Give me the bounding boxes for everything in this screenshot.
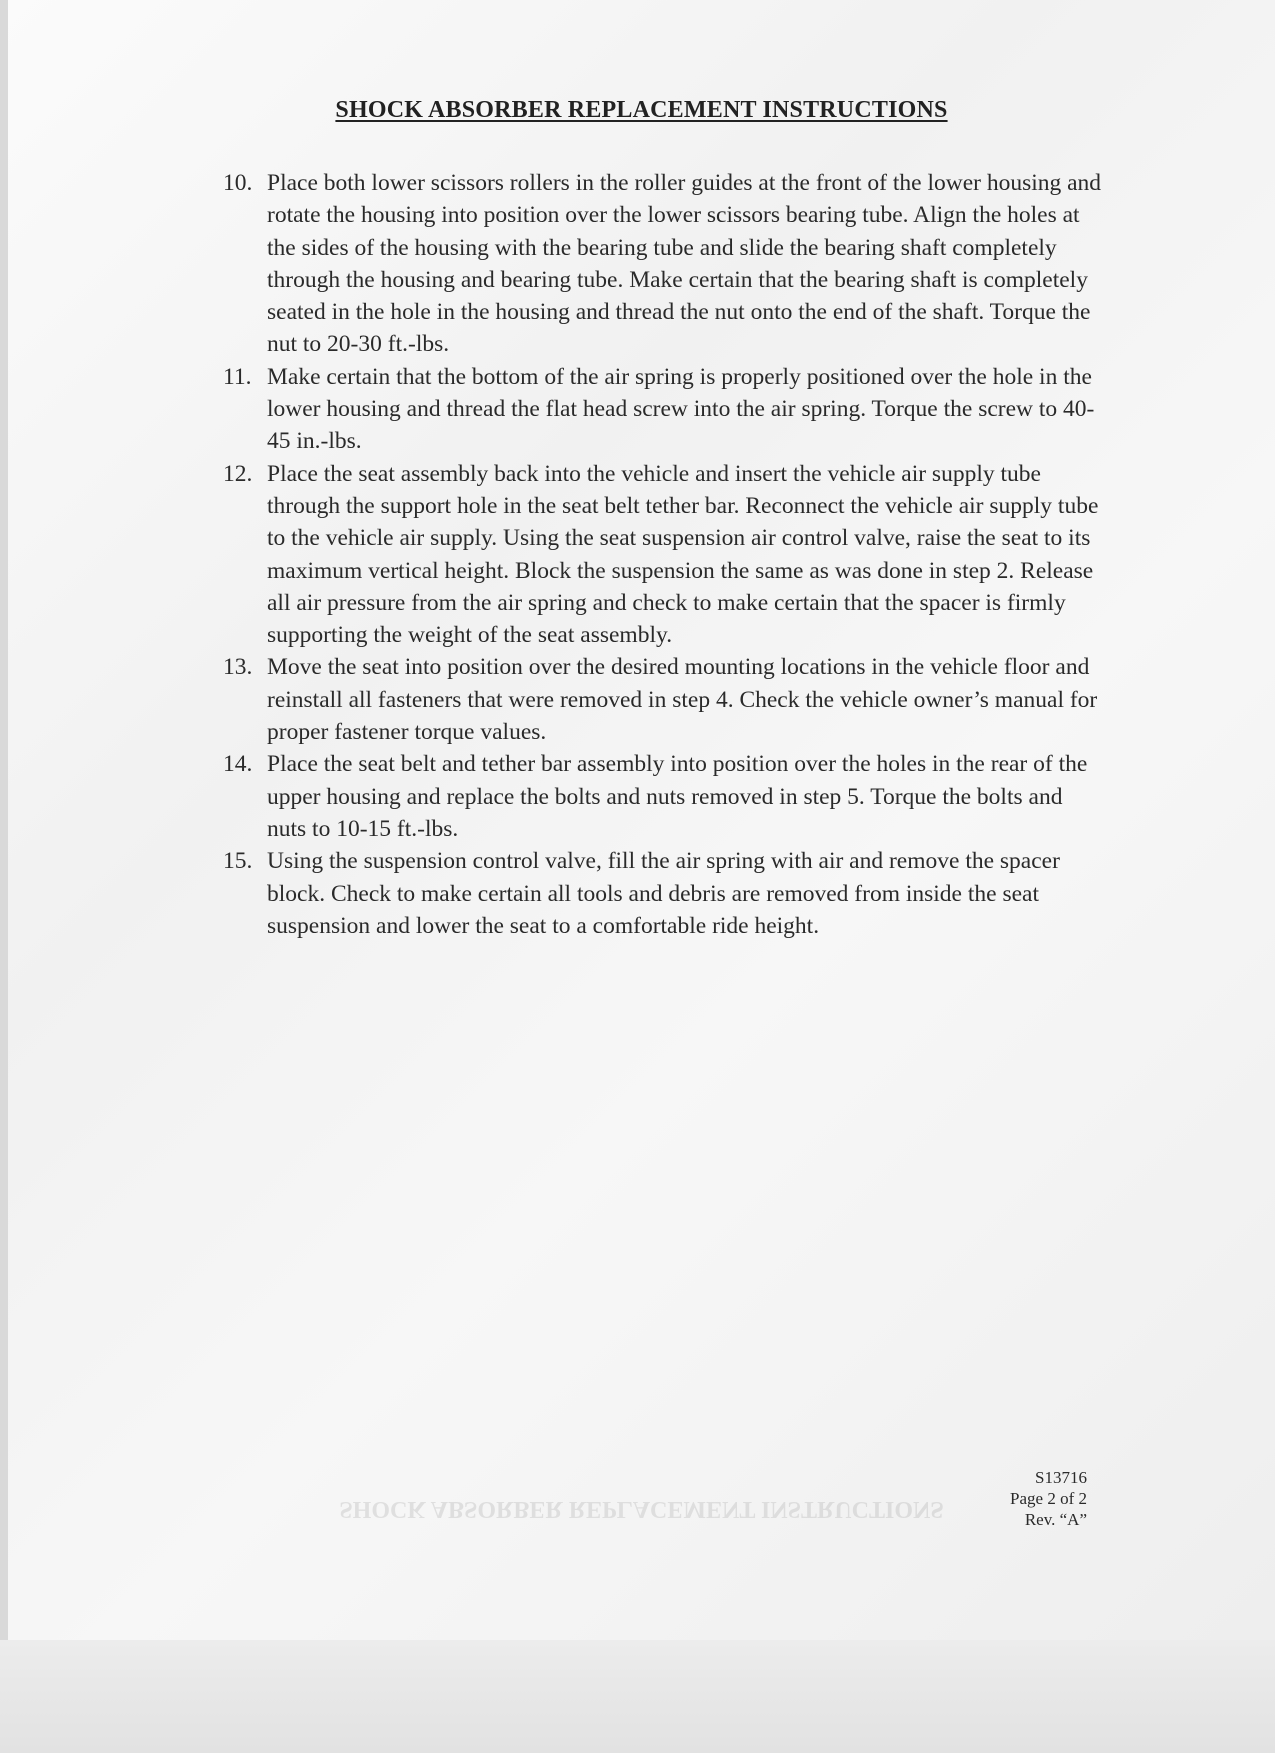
step-number: 12.: [223, 460, 253, 487]
step-text: Place both lower scissors rollers in the roller guides at the front of the lower housing and rotate the housing into position over the lower scissors bearing tube. Align the holes at the sides of the housing with the bearing tube and slide the bearing shaft completely through the housing and bearing tube. Make certain that the bearing shaft is completely seated in the hole in the housing and thread the nut onto the end of the shaft. Torque the nut to 20-30 ft.-lbs.: [267, 170, 1102, 358]
step-text: Make certain that the bottom of the air spring is properly positioned over the hole in the lower housing and thread the flat head screw into the air spring. Torque the screw to 40-45 in.-lbs.: [267, 363, 1095, 455]
doc-number: S13716: [1035, 1468, 1087, 1487]
step-number: 13.: [223, 654, 253, 681]
step-number: 10.: [223, 170, 253, 196]
instruction-steps: [223, 167, 1103, 942]
scan-left-edge: [0, 0, 8, 1753]
step-text: Place the seat belt and tether bar assembly into position over the holes in the rear of the upper housing and replace the bolts and nuts removed in step 5. Torque the bolts and nuts to 10-15 ft.-lbs.: [267, 751, 1088, 842]
step-number: 11.: [223, 363, 252, 390]
step-number: 14.: [223, 751, 253, 778]
step-text: Place the seat assembly back into the vehicle and insert the vehicle air supply tube through the support hole in the seat belt tether bar. Reconnect the vehicle air supply tube to the vehicle air supply. Using the seat suspension air control valve, raise the seat to its maximum vertical height. Block the suspension the same as was done in step 2. Release all air pressure from the air spring and check to make certain that the spacer is firmly supporting the weight of the seat assembly.: [267, 460, 1099, 649]
instruction-step: [223, 458, 1103, 652]
instruction-step: [223, 651, 1103, 748]
revision-label: Rev. “A”: [1024, 1510, 1087, 1529]
scanner-bed: [0, 1640, 1275, 1753]
page-indicator: Page 2 of 2: [1010, 1489, 1087, 1508]
instruction-step: [223, 167, 1103, 361]
instruction-step: [223, 845, 1103, 942]
document-title: SHOCK ABSORBER REPLACEMENT INSTRUCTIONS: [335, 97, 948, 123]
bleed-through-title: SHOCK ABSORBER REPLACEMENT INSTRUCTIONS: [339, 1496, 944, 1522]
document-page: [8, 0, 1275, 1640]
document-footer: [1010, 1467, 1087, 1530]
instruction-step: [223, 361, 1103, 458]
step-text: Move the seat into position over the desired mounting locations in the vehicle floor and reinstall all fasteners that were removed in step 4. Check the vehicle owner’s manual for proper fastener torque values.: [267, 654, 1098, 746]
step-text: Using the suspension control valve, fill the air spring with air and remove the spacer block. Check to make certain all tools and debris are removed from inside the seat suspension and lower the seat to a comfortable ride height.: [267, 848, 1060, 939]
instruction-step: [223, 748, 1103, 845]
step-number: 15.: [223, 848, 253, 875]
